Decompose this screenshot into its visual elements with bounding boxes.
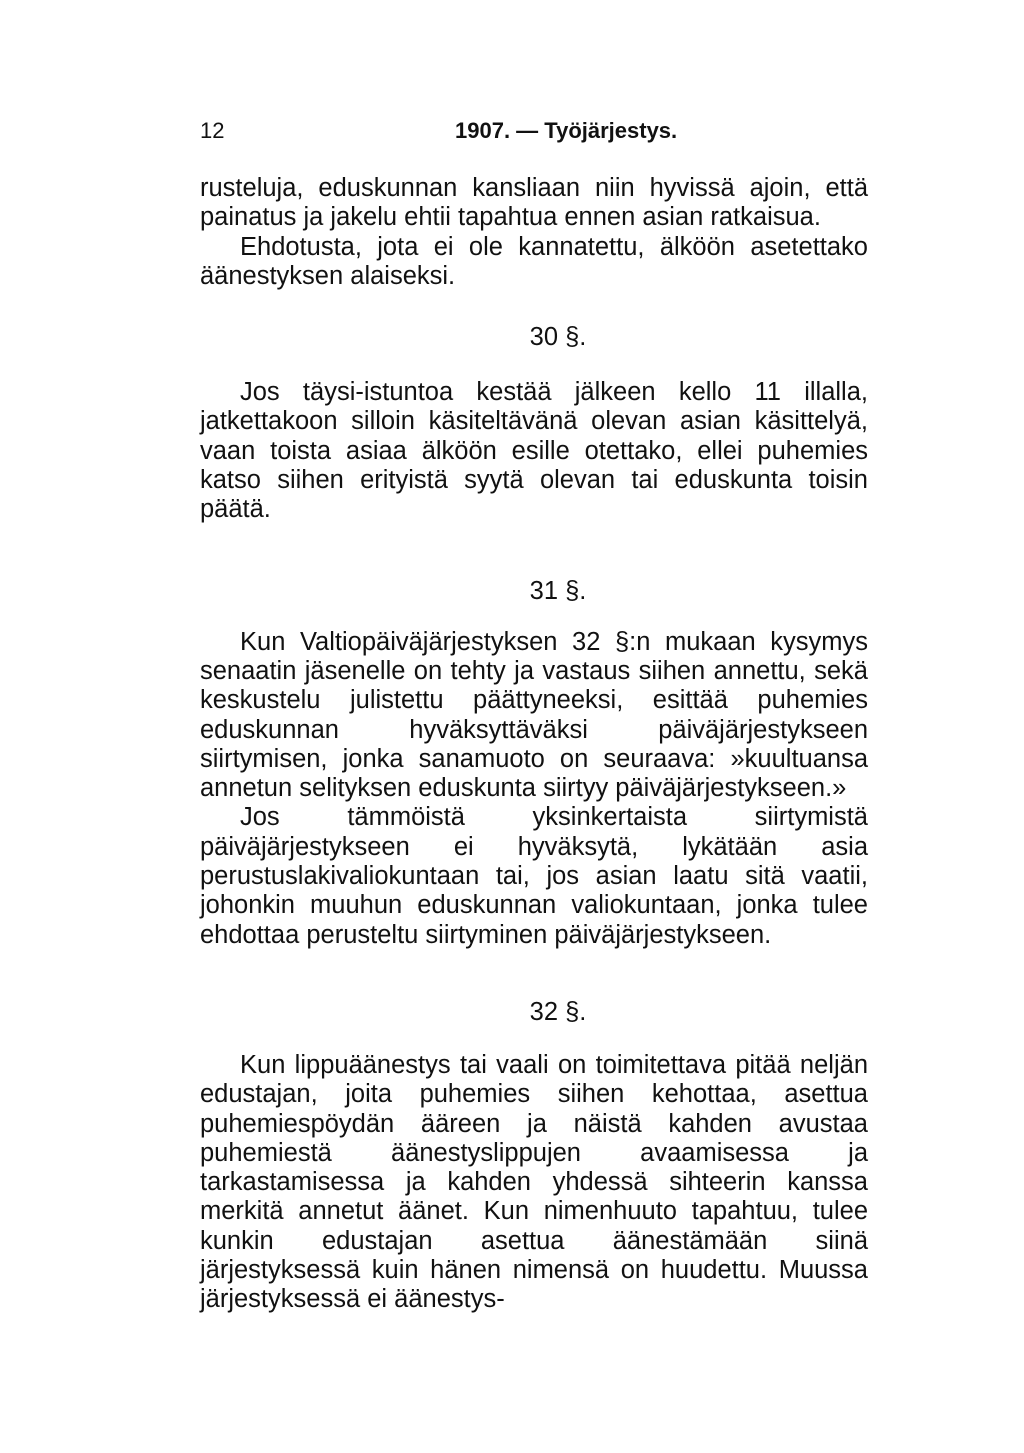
- section-paragraph: Jos tämmöistä yksinkertaista siirtymistä päiväjärjestykseen ei hyväksytä, lykätään asia perustuslakivaliokuntaan tai, jos asian laatu sitä vaatii, johonkin muuhun eduskunnan valiokuntaan, jonka tulee ehdottaa perusteltu siirtyminen päiväjärjestykseen.: [200, 803, 868, 949]
- document-page: [200, 110, 868, 1315]
- section-paragraph: Kun lippuäänestys tai vaali on toimitettava pitää neljän edustajan, joita puhemies siihen kehottaa, asettua puhemiespöydän ääreen ja näistä kahden avustaa puhemiestä äänestyslippujen avaamisessa ja tarkastamisessa ja kahden yhdessä sihteerin kanssa merkitä annetut äänet. Kun nimenhuuto tapahtuu, tulee kunkin edustajan asettua äänestämään siinä järjestyksessä kuin hänen nimensä on huudettu. Muussa järjestyksessä ei äänestys-: [200, 1050, 868, 1314]
- page-header: [200, 110, 868, 150]
- section-heading: 31 §.: [529, 576, 587, 605]
- section-31: [200, 577, 868, 950]
- running-head: 1907. — Työjärjestys.: [455, 118, 678, 143]
- section-30: [200, 323, 868, 524]
- section-heading: 32 §.: [529, 997, 587, 1026]
- section-paragraph: Jos täysi-istuntoa kestää jälkeen kello 11 illalla, jatkettakoon silloin käsiteltävänä olevan asian käsittelyä, vaan toista asiaa älköön esille otettako, ellei puhemies katso siihen erityistä syytä olevan tai eduskunta toisin päätä.: [200, 378, 868, 524]
- section-heading: 30 §.: [529, 323, 587, 352]
- section-32: [200, 998, 868, 1315]
- paragraph: Ehdotusta, jota ei ole kannatettu, älköön asetettako äänestyksen alaiseksi.: [200, 232, 868, 290]
- section-paragraph: Kun Valtiopäiväjärjestyksen 32 §:n mukaan kysymys senaatin jäsenelle on tehty ja vastaus siihen annettu, sekä keskustelu julistettu päättyneeksi, esittää puhemies eduskunnan hyväksyttäväksi päiväjärjestykseen siirtymisen, jonka sanamuoto on seuraava: »kuultuansa annetun selityksen eduskunta siirtyy päiväjärjestykseen.»: [200, 627, 868, 803]
- paragraph-continued: rusteluja, eduskunnan kansliaan niin hyvissä ajoin, että painatus ja jakelu ehtii tapahtua ennen asian ratkaisua.: [200, 174, 868, 232]
- page-number: 12: [200, 118, 225, 143]
